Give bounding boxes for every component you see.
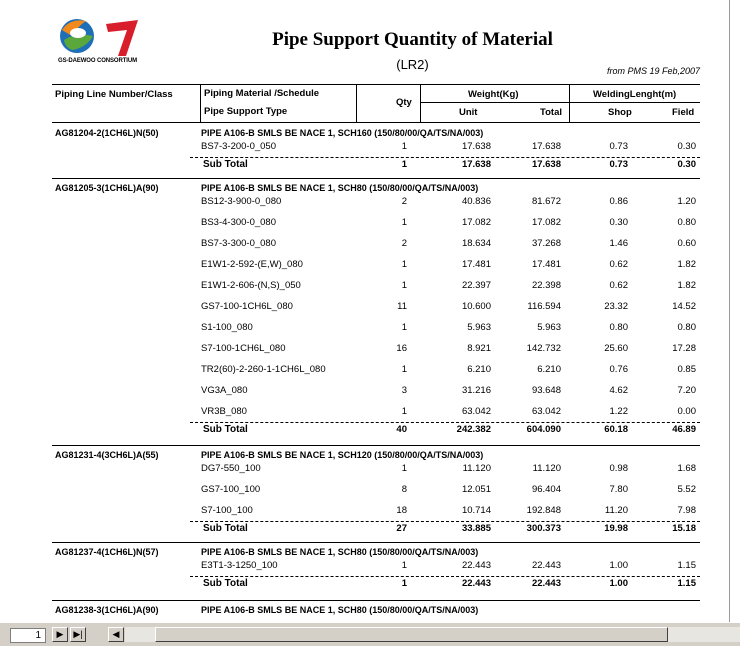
subtotal-qty: 1 [401,578,407,589]
unit-weight: 22.397 [461,280,491,291]
shop-weld: 4.62 [609,385,628,396]
shop-weld: 0.30 [609,217,628,228]
total-weight: 11.120 [532,463,561,474]
qty-value: 2 [401,238,407,249]
piping-material: PIPE A106-B SMLS BE NACE 1, SCH80 (150/80/00/QA/TS/NA/003) [201,547,479,557]
total-weight: 17.082 [531,217,561,228]
field-weld: 0.00 [677,406,696,417]
qty-value: 1 [401,322,407,333]
support-type: TR2(60)-2-260-1-1CH6L_080 [201,364,326,375]
col-support-type: Pipe Support Type [204,106,288,117]
qty-value: 2 [401,196,407,207]
subtotal-label: Sub Total [203,159,248,170]
total-weight: 6.210 [537,364,561,375]
field-weld: 14.52 [672,301,696,312]
total-weight: 37.268 [531,238,561,249]
shop-weld: 0.73 [609,141,628,152]
shop-weld: 0.86 [609,196,628,207]
subtotal-unit: 22.443 [461,578,491,589]
subtotal-shop: 0.73 [609,159,628,170]
subtotal-shop: 60.18 [604,424,628,435]
support-type: E1W1-2-592-(E,W)_080 [201,259,303,270]
qty-value: 18 [396,505,407,516]
subtotal-field: 1.15 [677,578,696,589]
field-weld: 17.28 [672,343,696,354]
line-number: AG81231-4(3CH6L)A(55) [55,450,159,460]
qty-value: 8 [401,484,407,495]
next-page-button[interactable] [52,627,68,642]
shop-weld: 23.32 [604,301,628,312]
shop-weld: 1.00 [609,560,628,571]
support-type: E1W1-2-606-(N,S)_050 [201,280,301,291]
qty-value: 1 [401,406,407,417]
support-type: BS3-4-300-0_080 [201,217,276,228]
qty-value: 11 [397,301,407,312]
unit-weight: 5.963 [467,322,491,333]
subtotal-unit: 33.885 [461,523,491,534]
total-weight: 22.398 [531,280,561,291]
shop-weld: 11.20 [604,505,628,516]
group-separator [52,542,700,543]
group-separator [52,178,700,179]
support-type: S7-100-1CH6L_080 [201,343,286,354]
qty-value: 1 [401,463,407,474]
col-line-class: Piping Line Number/Class [55,89,173,100]
support-type: BS7-3-200-0_050 [201,141,276,152]
logo-text: GS-DAEWOO CONSORTIUM [58,58,137,64]
total-weight: 142.732 [526,343,561,354]
support-type: E3T1-3-1250_100 [201,560,278,571]
subtotal-qty: 27 [396,523,407,534]
support-type: GS7-100-1CH6L_080 [201,301,293,312]
last-page-button[interactable] [70,627,86,642]
shop-weld: 1.46 [609,238,628,249]
header-divider [356,84,357,122]
qty-value: 1 [401,560,407,571]
subtotal-field: 15.18 [672,523,696,534]
line-number: AG81238-3(1CH6L)A(90) [55,605,159,615]
scroll-left-button[interactable] [108,627,124,642]
shop-weld: 7.80 [609,484,628,495]
company-logo [56,14,166,70]
line-number: AG81205-3(1CH6L)A(90) [55,183,159,193]
field-weld: 0.60 [677,238,696,249]
subtotal-field: 46.89 [672,424,696,435]
col-field: Field [672,107,695,118]
weight-sub-rule [420,102,569,103]
unit-weight: 18.634 [461,238,491,249]
field-weld: 0.80 [677,217,696,228]
unit-weight: 12.051 [461,484,491,495]
field-weld: 0.80 [677,322,696,333]
header-divider [200,84,201,122]
report-navigation-bar [0,622,740,646]
qty-value: 1 [401,141,407,152]
next-page-icon: ▶ [56,629,64,639]
col-welding: WeldingLenght(m) [593,89,677,100]
unit-weight: 11.120 [462,463,491,474]
qty-value: 3 [401,385,407,396]
subtotal-total: 604.090 [526,424,561,435]
total-weight: 93.648 [531,385,561,396]
subtotal-label: Sub Total [203,578,248,589]
support-type: DG7-550_100 [201,463,261,474]
total-weight: 63.042 [531,406,561,417]
subtotal-rule [190,521,700,522]
support-type: VR3B_080 [201,406,247,417]
unit-weight: 22.443 [461,560,491,571]
subtotal-rule [190,576,700,577]
last-page-icon: ▶| [73,629,83,639]
field-weld: 7.98 [677,505,696,516]
unit-weight: 31.216 [461,385,491,396]
shop-weld: 0.80 [609,322,628,333]
group-separator [52,445,700,446]
scrollbar-thumb[interactable] [155,627,668,642]
col-weight: Weight(Kg) [468,89,519,100]
header-divider [420,84,421,122]
total-weight: 17.481 [531,259,561,270]
subtotal-qty: 40 [396,424,407,435]
field-weld: 5.52 [677,484,696,495]
total-weight: 116.594 [527,301,561,312]
field-weld: 1.82 [677,280,696,291]
line-number: AG81204-2(1CH6L)N(50) [55,128,159,138]
group-separator [52,600,700,601]
shop-weld: 25.60 [604,343,628,354]
report-subtitle: (LR2) [396,57,429,72]
col-qty: Qty [396,97,412,108]
col-unit: Unit [459,107,478,118]
unit-weight: 10.600 [461,301,491,312]
unit-weight: 17.082 [461,217,491,228]
header-top-rule [52,84,700,85]
subtotal-field: 0.30 [677,159,696,170]
subtotal-total: 17.638 [531,159,561,170]
field-weld: 0.30 [677,141,696,152]
unit-weight: 8.921 [467,343,491,354]
subtotal-label: Sub Total [203,523,248,534]
total-weight: 192.848 [526,505,561,516]
support-type: GS7-100_100 [201,484,261,495]
qty-value: 1 [401,280,407,291]
subtotal-shop: 1.00 [609,578,628,589]
subtotal-qty: 1 [401,159,407,170]
col-material: Piping Material /Schedule [204,88,320,99]
total-weight: 96.404 [531,484,561,495]
qty-value: 1 [401,217,407,228]
total-weight: 5.963 [537,322,561,333]
unit-weight: 6.210 [467,364,491,375]
support-type: S7-100_100 [201,505,253,516]
subtotal-unit: 242.382 [456,424,491,435]
welding-sub-rule [569,102,700,103]
scroll-left-icon: ◀ [112,629,120,639]
field-weld: 1.68 [677,463,696,474]
total-weight: 22.443 [531,560,561,571]
support-type: VG3A_080 [201,385,248,396]
unit-weight: 40.836 [461,196,491,207]
field-weld: 7.20 [677,385,696,396]
subtotal-label: Sub Total [203,424,248,435]
unit-weight: 10.714 [461,505,491,516]
qty-value: 1 [401,259,407,270]
subtotal-shop: 19.98 [604,523,628,534]
page-number-box[interactable]: 1 [10,628,46,643]
header-bottom-rule [52,122,700,123]
col-shop: Shop [608,107,632,118]
unit-weight: 17.638 [461,141,491,152]
piping-material: PIPE A106-B SMLS BE NACE 1, SCH80 (150/80/00/QA/TS/NA/003) [201,183,479,193]
piping-material: PIPE A106-B SMLS BE NACE 1, SCH160 (150/80/00/QA/TS/NA/003) [201,128,484,138]
logo-mark-icon [56,14,166,60]
subtotal-total: 300.373 [526,523,561,534]
col-total: Total [540,107,562,118]
field-weld: 1.82 [677,259,696,270]
unit-weight: 63.042 [461,406,491,417]
report-title: Pipe Support Quantity of Material [272,29,553,50]
subtotal-rule [190,422,700,423]
piping-material: PIPE A106-B SMLS BE NACE 1, SCH120 (150/80/00/QA/TS/NA/003) [201,450,484,460]
total-weight: 17.638 [531,141,561,152]
line-number: AG81237-4(1CH6L)N(57) [55,547,159,557]
shop-weld: 0.98 [609,463,628,474]
shop-weld: 0.62 [609,259,628,270]
total-weight: 81.672 [531,196,561,207]
field-weld: 0.85 [677,364,696,375]
support-type: BS7-3-300-0_080 [201,238,276,249]
subtotal-unit: 17.638 [461,159,491,170]
source-note: from PMS 19 Feb,2007 [606,66,700,76]
support-type: S1-100_080 [201,322,253,333]
subtotal-rule [190,157,700,158]
shop-weld: 0.76 [609,364,628,375]
piping-material: PIPE A106-B SMLS BE NACE 1, SCH80 (150/80/00/QA/TS/NA/003) [201,605,479,615]
shop-weld: 0.62 [609,280,628,291]
qty-value: 16 [396,343,407,354]
support-type: BS12-3-900-0_080 [201,196,282,207]
shop-weld: 1.22 [609,406,628,417]
header-divider [569,84,570,122]
qty-value: 1 [401,364,407,375]
unit-weight: 17.481 [461,259,491,270]
page-border [729,0,730,622]
field-weld: 1.15 [677,560,696,571]
field-weld: 1.20 [677,196,696,207]
subtotal-total: 22.443 [531,578,561,589]
